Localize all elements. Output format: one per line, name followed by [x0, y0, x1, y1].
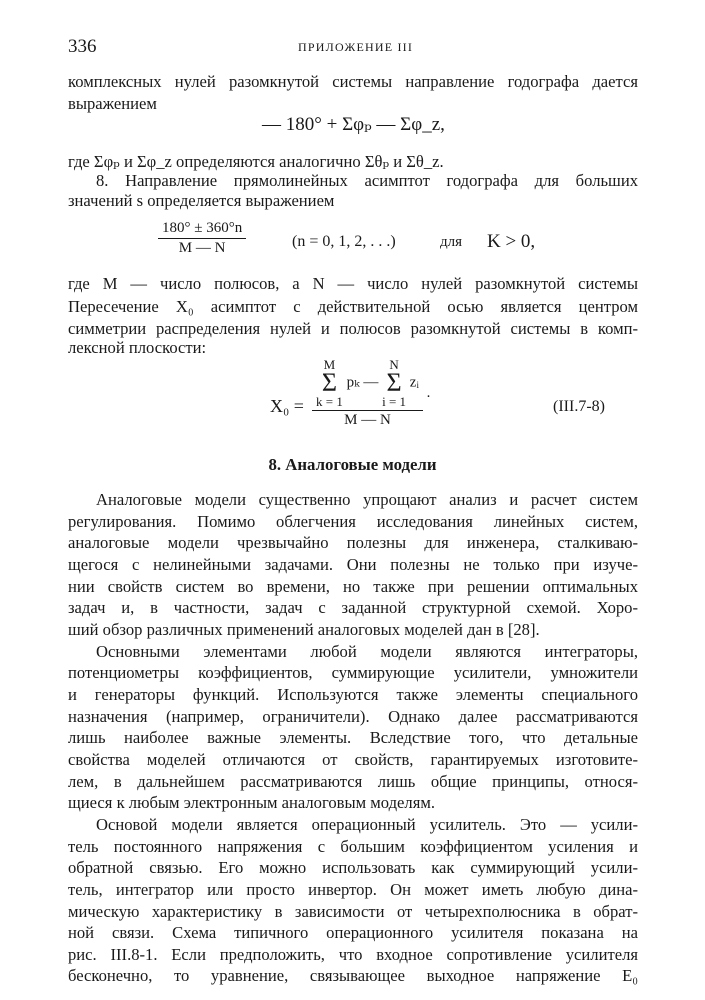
fraction-denominator: M — N — [344, 412, 391, 428]
paragraph-line: нии свойств систем во времени, но также при решении оптимальных — [68, 577, 638, 596]
formula-asymptotes — [158, 220, 246, 257]
formula-k-condition: K > 0, — [487, 231, 536, 252]
sum-sign: M Σ k = 1 — [316, 357, 343, 409]
paragraph-line: тель постоянного напряжения с большим коэффициентом усиления и — [68, 837, 638, 856]
formula-condition: (n = 0, 1, 2, . . .) — [292, 233, 396, 250]
paragraph-line: ший обзор различных применений аналоговых моделей дан в [28]. — [68, 620, 540, 639]
text-line: выражением — [68, 94, 157, 113]
equation-number: (III.7-8) — [553, 398, 605, 415]
paragraph-line: назначения (например, ограничители). Однако далее рассматриваются — [68, 707, 638, 726]
paragraph-line: щиеся к любым электронным аналоговым моделям. — [68, 793, 435, 812]
paragraph-line: щегося с нелинейными задачами. Они полезны не только при изуче- — [68, 555, 638, 574]
paragraph-line: аналоговые модели чрезвычайно полезны для инженера, сталкиваю- — [68, 533, 638, 552]
running-title: ПРИЛОЖЕНИЕ III — [298, 40, 414, 54]
text-line: где Σφₚ и Σφ_z определяются аналогично Σθₚ и Σθ_z. — [68, 152, 444, 171]
paragraph-line: тель, интегратор или просто инвертор. Он может иметь любую дина- — [68, 880, 638, 899]
paragraph-line: обратной связью. Его можно использовать как суммирующий усили- — [68, 858, 638, 877]
paragraph-line: Аналоговые модели существенно упрощают анализ и расчет систем — [96, 490, 638, 509]
page-header — [68, 36, 638, 60]
fraction — [312, 358, 423, 429]
paragraph-line: мическую характеристику в зависимости от четырехполюсника в обрат- — [68, 902, 638, 921]
formula-direction: — 180° + Σφₚ — Σφ_z, — [262, 114, 445, 135]
page-number: 336 — [68, 36, 97, 57]
text-line: значений s определяется выражением — [68, 191, 335, 210]
sum-sign: N Σ i = 1 — [382, 357, 407, 409]
text-line: где M — число полюсов, а N — число нулей разомкнутой системы — [68, 274, 638, 293]
paragraph-line: рис. III.8-1. Если предположить, что входное сопротивление усилителя — [68, 945, 638, 964]
paragraph-line: Основными элементами любой модели являются интеграторы, — [96, 642, 638, 661]
text-line: симметрии распределения нулей и полюсов разомкнутой системы в комп- — [68, 319, 638, 338]
fraction-numerator: 180° ± 360°n — [158, 220, 246, 239]
paragraph-line: бесконечно, то уравнение, связывающее выходное напряжение E₀ — [68, 966, 638, 985]
formula-x0-lhs: X₀ = — [270, 396, 304, 416]
item-8-line: 8. Направление прямолинейных асимптот годографа для больших — [96, 171, 638, 190]
text-line: Пересечение X₀ асимптот с действительной осью является центром — [68, 297, 638, 316]
paragraph-line: регулирования. Помимо облегчения исследования линейных систем, — [68, 512, 638, 531]
text-line: комплексных нулей разомкнутой системы направление годографа дается — [68, 72, 638, 91]
paragraph-line: ной связи. Схема типичного операционного усилителя показана на — [68, 923, 638, 942]
section-title: 8. Аналоговые модели — [268, 455, 437, 474]
fraction-denominator: M — N — [178, 240, 226, 256]
text-line: лексной плоскости: — [68, 338, 207, 357]
paragraph-line: лем, в дальнейшем рассматриваются лишь общие принципы, относя- — [68, 772, 638, 791]
fraction-numerator: M Σ k = 1 pₖ — N Σ i = 1 zᵢ — [312, 358, 423, 411]
paragraph-line: задач и, в частности, задач с заданной структурной схемой. Хоро- — [68, 598, 638, 617]
fraction — [158, 220, 246, 257]
formula-for-word: для — [440, 234, 463, 250]
paragraph-line: Основой модели является операционный усилитель. Это — усили- — [96, 815, 638, 834]
paragraph-line: лишь наиболее важные элементы. Вследствие того, что детальные — [68, 728, 638, 747]
paragraph-line: потенциометры коэффициентов, суммирующие усилители, умножители — [68, 663, 638, 682]
formula-x0-fraction: M Σ k = 1 pₖ — N Σ i = 1 zᵢ M — N . — [312, 358, 430, 429]
paragraph-line: и генераторы функций. Используются также элементы специального — [68, 685, 638, 704]
paragraph-line: свойства моделей отличаются от свойств, гарантируемых изготовите- — [68, 750, 638, 769]
